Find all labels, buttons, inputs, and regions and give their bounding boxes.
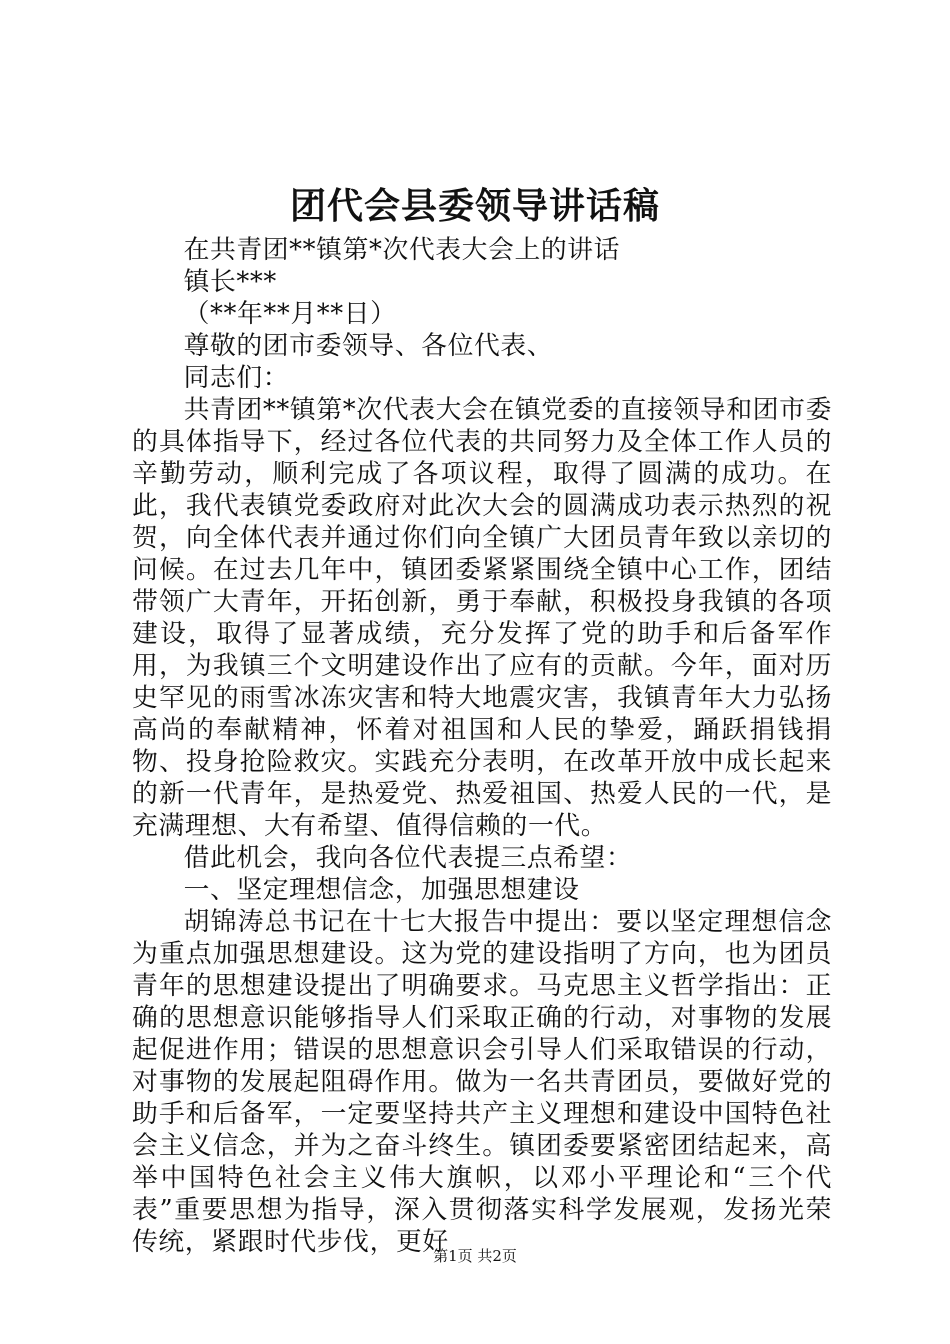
body-paragraph: 共青团**镇第*次代表大会在镇党委的直接领导和团市委的具体指导下，经过各位代表的共同努力及全体工作人员的辛勤劳动，顺利完成了各项议程，取得了圆满的成功。在此，我代表镇党委政府对此次大会的圆满成功表示热烈的祝贺，向全体代表并通过你们向全镇广大团员青年致以亲切的问候。在过去几年中，镇团委紧紧围绕全镇中心工作，团结带领广大青年，开拓创新，勇于奉献，积极投身我镇的各项建设，取得了显著成绩，充分发挥了党的助手和后备军作用，为我镇三个文明建设作出了应有的贡献。今年，面对历史罕见的雨雪冰冻灾害和特大地震灾害，我镇青年大力弘扬高尚的奉献精神，怀着对祖国和人民的挚爱，踊跃捐钱捐物、投身抢险救灾。实践充分表明，在改革开放中成长起来的新一代青年，是热爱党、热爱祖国、热爱人民的一代，是充满理想、大有希望、值得信赖的一代。 — [132, 395, 832, 841]
section-heading: 一、坚定理想信念，加强思想建设 — [183, 875, 580, 905]
document-body — [132, 234, 832, 1258]
body-paragraph: 胡锦涛总书记在十七大报告中提出：要以坚定理想信念为重点加强思想建设。这为党的建设指明了方向，也为团员青年的思想建设提出了明确要求。马克思主义哲学指出：正确的思想意识能够指导人们采取正确的行动，对事物的发展起促进作用；错误的思想意识会引导人们采取错误的行动，对事物的发展起阻碍作用。做为一名共青团员，要做好党的助手和后备军，一定要坚持共产主义理想和建设中国特色社会主义信念，并为之奋斗终生。镇团委要紧密团结起来，高举中国特色社会主义伟大旗帜，以邓小平理论和“三个代表”重要思想为指导，深入贯彻落实科学发展观，发扬光荣传统，紧跟时代步伐，更好 — [132, 907, 832, 1257]
salutation-line-2: 同志们： — [183, 363, 290, 393]
salutation-line-1: 尊敬的团市委领导、各位代表、 — [183, 331, 554, 361]
document-title: 团代会县委领导讲话稿 — [289, 186, 660, 227]
date-line: （**年**月**日） — [183, 299, 397, 329]
page-footer: 第1页 共2页 — [433, 1247, 517, 1265]
speaker-line: 镇长*** — [183, 267, 277, 297]
body-paragraph: 借此机会，我向各位代表提三点希望： — [183, 843, 633, 873]
speech-occasion: 在共青团**镇第*次代表大会上的讲话 — [183, 235, 621, 265]
